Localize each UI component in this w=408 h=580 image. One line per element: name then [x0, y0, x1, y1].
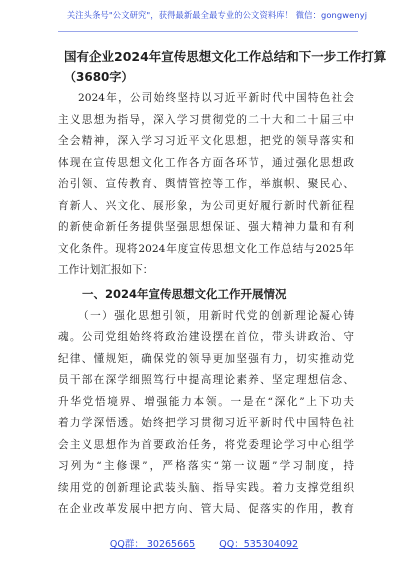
text-line: （一）强化思想引领，用新时代党的创新理论凝心铸	[78, 309, 354, 322]
text-line: 纪律、懂规矩，确保党的领导更加坚强有力，切实推动党	[58, 352, 354, 365]
text-line: 员干部在深学细照笃行中提高理论素养、坚定理想信念、	[58, 374, 354, 386]
text-line: 会主义思想作为首要政治任务，将党委理论学习中心组学	[58, 438, 354, 451]
text-line: 工作计划汇报如下：	[58, 264, 154, 276]
qq-contact-link[interactable]: QQ：535304092	[219, 539, 299, 550]
text-line: 文化条件。现将2024年度宣传思想文化工作总结与2025年	[58, 242, 354, 255]
text-line: 着力学深悟透。始终把学习贯彻习近平新时代中国特色社	[58, 417, 354, 429]
contact-footer	[0, 536, 408, 550]
intro-paragraph	[58, 88, 354, 282]
text-line: 升华党悟境界、增强能力本领。一是在“深化”上下功夫	[58, 395, 354, 408]
header-divider	[58, 31, 358, 32]
section-heading: 一、2024年宣传思想文化工作开展情况	[82, 286, 287, 301]
text-line: 习列为“主修课”，严格落实“第一议题”学习制度，持	[58, 460, 354, 472]
promo-text: 关注头条号"公文研究"，获得最新最全最专业的公文资料库！ 微信：gongwenyj	[66, 10, 368, 20]
document-body	[58, 46, 387, 521]
text-line: 主义思想为指导，深入学习贯彻党的二十大和二十届三中	[58, 113, 354, 126]
text-line: 的新使命新任务提供坚强思想保证、强大精神力量和有利	[58, 221, 354, 233]
text-line: 体现在宣传思想文化工作各方面各环节，通过强化思想政	[58, 156, 354, 169]
text-line: 治引领、宣传教育、舆情管控等工作，举旗帜、聚民心、	[58, 178, 354, 190]
text-line: 续用党的创新理论武装头脑、指导实践。着力支撑党组织	[58, 481, 354, 494]
qq-group-link[interactable]: QQ群： 30265665	[109, 539, 196, 550]
text-line: 在企业改革发展中把方向、管大局、促落实的作用，教育	[58, 503, 354, 515]
promo-header	[0, 0, 408, 30]
word-count: （3680字）	[64, 70, 134, 84]
text-line: 2024年，公司始终坚持以习近平新时代中国特色社会	[78, 92, 354, 104]
text-line: 全会精神，深入学习习近平文化思想，把党的领导落实和	[58, 135, 354, 147]
text-line: 魂。公司党组始终将政治建设摆在首位，带头讲政治、守	[58, 331, 354, 343]
body-paragraph	[58, 306, 354, 521]
document-title: 国有企业2024年宣传思想文化工作总结和下一步工作打算	[64, 49, 387, 64]
text-line: 育新人、兴文化、展形象，为公司更好履行新时代新征程	[58, 199, 354, 212]
